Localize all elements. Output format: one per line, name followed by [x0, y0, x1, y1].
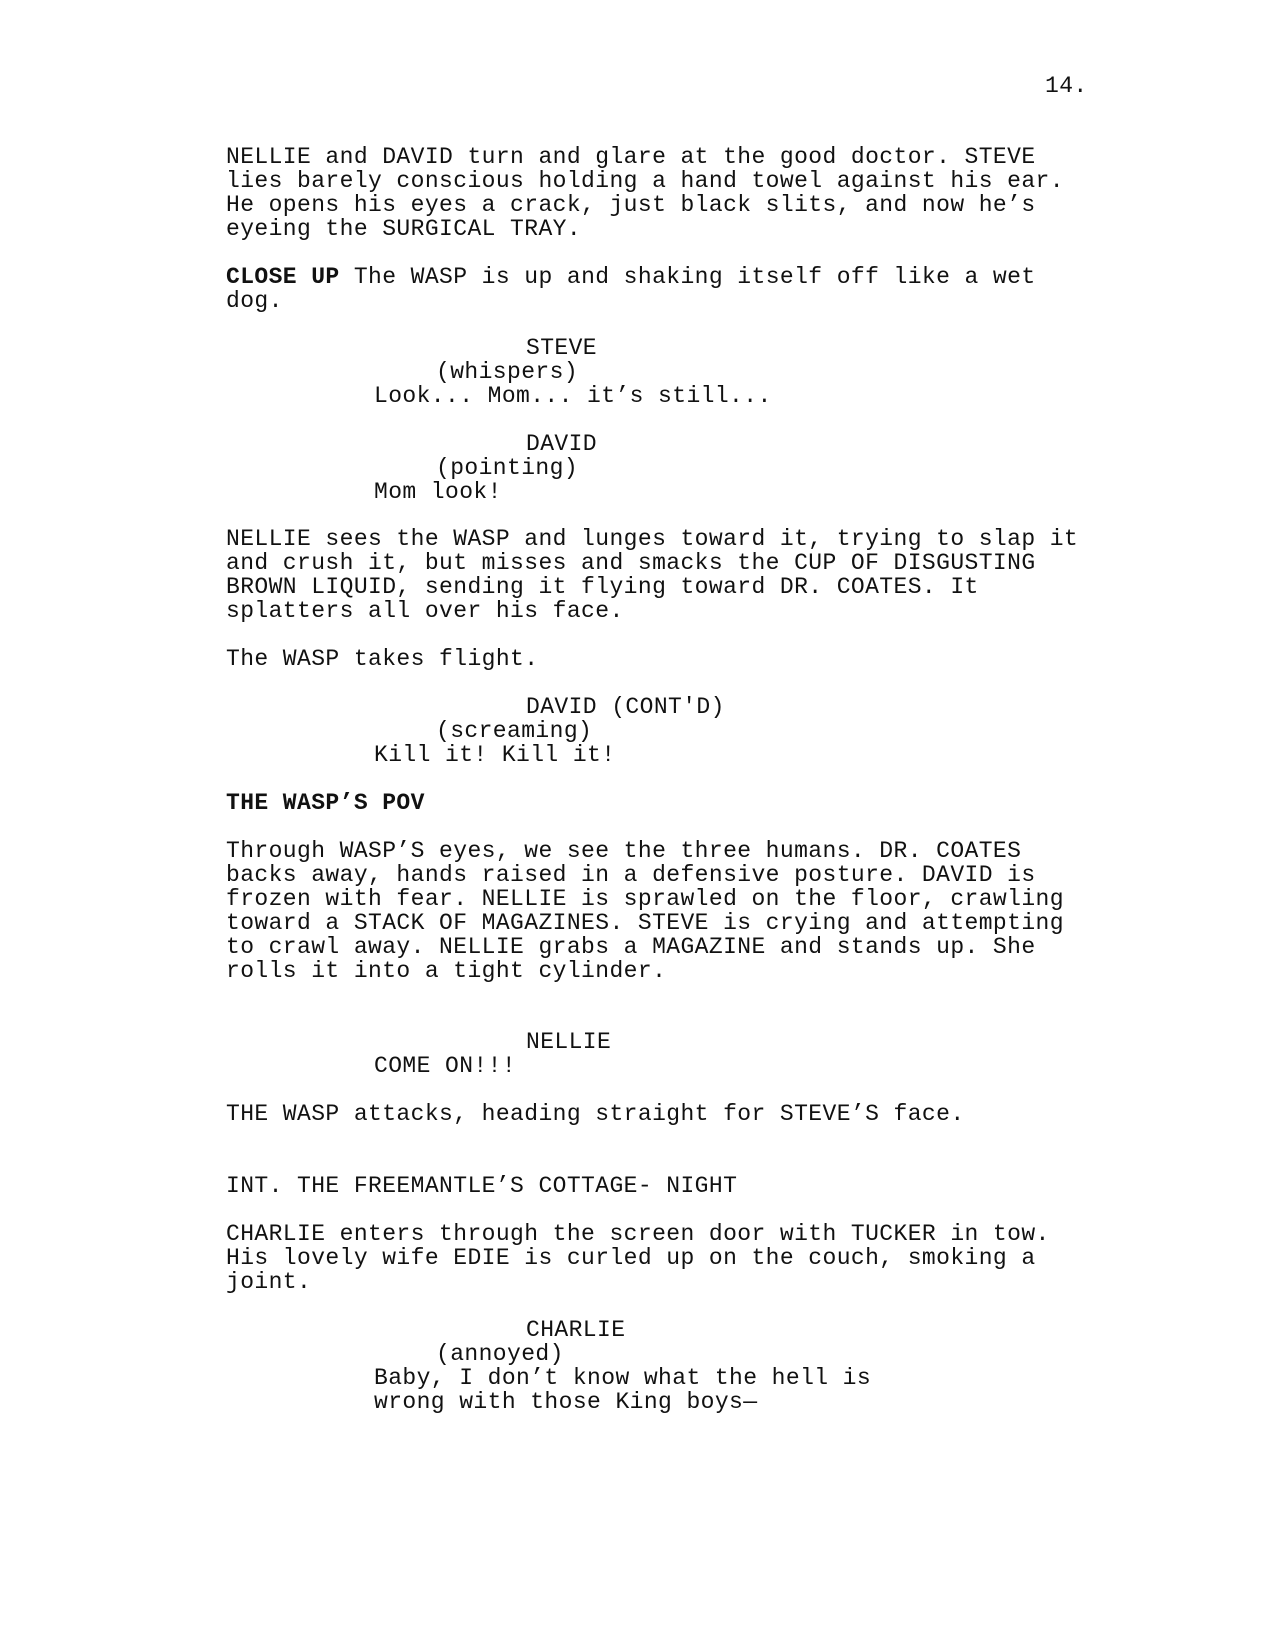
action-line: NELLIE sees the WASP and lunges toward it, trying to slap it: [226, 526, 1079, 552]
action-line: joint.: [226, 1269, 312, 1295]
action-line: to crawl away. NELLIE grabs a MAGAZINE and stands up. She: [226, 934, 1036, 960]
shot-heading: CLOSE UP: [226, 264, 340, 290]
action-line: and crush it, but misses and smacks the CUP OF DISGUSTING: [226, 550, 1036, 576]
action-line: toward a STACK OF MAGAZINES. STEVE is crying and attempting: [226, 910, 1064, 936]
action-line: backs away, hands raised in a defensive posture. DAVID is: [226, 862, 1036, 888]
parenthetical: (screaming): [436, 718, 593, 744]
parenthetical: (annoyed): [436, 1341, 564, 1367]
action-line: eyeing the SURGICAL TRAY.: [226, 216, 582, 242]
character-name: STEVE: [526, 335, 598, 361]
action-line: lies barely conscious holding a hand towel against his ear.: [226, 168, 1064, 194]
action-line: He opens his eyes a crack, just black slits, and now he’s: [226, 192, 1036, 218]
character-name: CHARLIE: [526, 1317, 626, 1343]
page-number: 14.: [1045, 73, 1088, 99]
action-line: CHARLIE enters through the screen door with TUCKER in tow.: [226, 1221, 1050, 1247]
action-line: dog.: [226, 288, 283, 314]
character-name: DAVID (CONT'D): [526, 694, 725, 720]
character-name: DAVID: [526, 431, 598, 457]
action-line: The WASP takes flight.: [226, 646, 539, 672]
action-text: The WASP is up and shaking itself off like a wet: [339, 264, 1036, 290]
dialogue-line: Baby, I don’t know what the hell is: [374, 1365, 872, 1391]
action-line: NELLIE and DAVID turn and glare at the good doctor. STEVE: [226, 144, 1036, 170]
scene-heading: INT. THE FREEMANTLE’S COTTAGE- NIGHT: [226, 1173, 738, 1199]
action-line: Through WASP’S eyes, we see the three humans. DR. COATES: [226, 838, 1022, 864]
shot-heading: THE WASP’S POV: [226, 790, 425, 816]
action-line: His lovely wife EDIE is curled up on the couch, smoking a: [226, 1245, 1036, 1271]
dialogue-line: Look... Mom... it’s still...: [374, 383, 772, 409]
parenthetical: (whispers): [436, 359, 579, 385]
action-line: splatters all over his face.: [226, 598, 624, 624]
action-line: rolls it into a tight cylinder.: [226, 958, 667, 984]
dialogue-line: Kill it! Kill it!: [374, 742, 616, 768]
dialogue-line: Mom look!: [374, 479, 502, 505]
dialogue-line: wrong with those King boys—: [374, 1389, 758, 1415]
action-line: BROWN LIQUID, sending it flying toward DR. COATES. It: [226, 574, 979, 600]
action-line: frozen with fear. NELLIE is sprawled on the floor, crawling: [226, 886, 1064, 912]
character-name: NELLIE: [526, 1029, 612, 1055]
action-line: THE WASP attacks, heading straight for STEVE’S face.: [226, 1101, 965, 1127]
parenthetical: (pointing): [436, 455, 579, 481]
action-line: [226, 265, 1036, 290]
dialogue-line: COME ON!!!: [374, 1053, 517, 1079]
